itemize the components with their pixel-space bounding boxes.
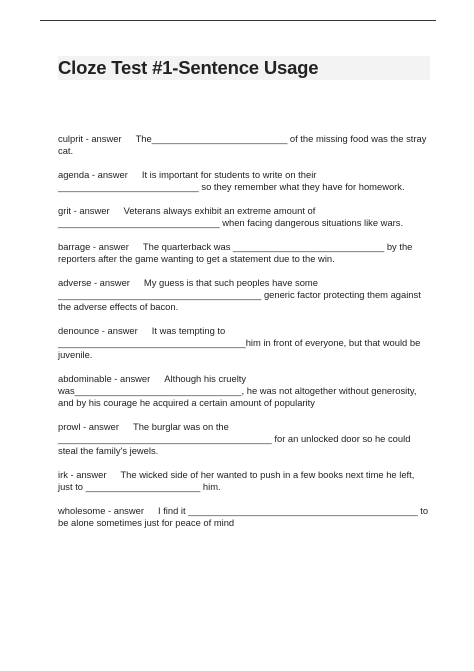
question-item xyxy=(58,133,430,157)
question-term: culprit - answer xyxy=(58,133,122,144)
question-sentence: The burglar was on the _________________________________________ for an unlocked door so he could steal the family's jewels. xyxy=(58,421,414,456)
question-term: denounce - answer xyxy=(58,325,138,336)
question-sentence: Although his cruelty was________________________________, he was not altogether without generosity, and by his courage he acquired a certain amount of popularity xyxy=(58,373,420,408)
top-divider xyxy=(40,20,436,21)
question-term: barrage - answer xyxy=(58,241,129,252)
question-sentence: It was tempting to ____________________________________him in front of everyone, but that would be juvenile. xyxy=(58,325,423,360)
page-title: Cloze Test #1-Sentence Usage xyxy=(58,57,319,78)
question-term: prowl - answer xyxy=(58,421,119,432)
question-term: adverse - answer xyxy=(58,277,130,288)
question-item xyxy=(58,421,430,457)
question-item xyxy=(58,373,430,409)
question-sentence: The__________________________ of the missing food was the stray cat. xyxy=(58,133,430,156)
question-term: irk - answer xyxy=(58,469,107,480)
question-sentence: The quarterback was _____________________________ by the reporters after the game wanting to get a statement due to the win. xyxy=(58,241,415,264)
question-item xyxy=(58,277,430,313)
question-item xyxy=(58,241,430,265)
question-item xyxy=(58,169,430,193)
question-sentence: It is important for students to write on their ___________________________ so they remember what they have for homework. xyxy=(58,169,405,192)
question-sentence: I find it ____________________________________________ to be alone sometimes just for peace of mind xyxy=(58,505,431,528)
question-sentence: The wicked side of her wanted to push in a few books next time he left, just to ______________________ him. xyxy=(58,469,417,492)
question-term: agenda - answer xyxy=(58,169,128,180)
question-item xyxy=(58,205,430,229)
question-term: abdominable - answer xyxy=(58,373,151,384)
question-item xyxy=(58,505,430,529)
question-sentence: My guess is that such peoples have some _______________________________________ generic factor protecting them against the adverse effects of bacon. xyxy=(58,277,424,312)
question-item xyxy=(58,469,430,493)
question-sentence: Veterans always exhibit an extreme amount of _______________________________ when facing dangerous situations like wars. xyxy=(58,205,404,228)
question-list xyxy=(58,133,430,541)
question-item xyxy=(58,325,430,361)
question-term: grit - answer xyxy=(58,205,110,216)
question-term: wholesome - answer xyxy=(58,505,144,516)
